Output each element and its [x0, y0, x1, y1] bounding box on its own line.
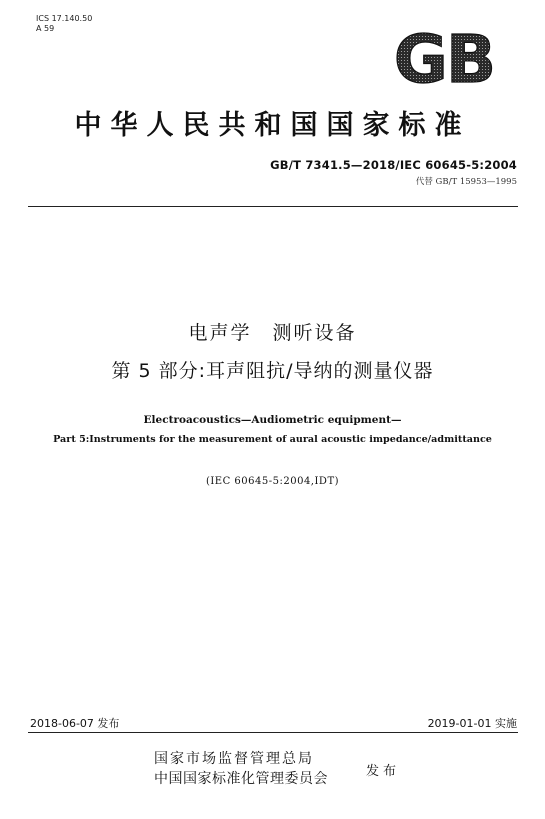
bottom-divider — [28, 732, 518, 733]
issue-date: 2018-06-07 发布 — [30, 717, 120, 730]
gb-logo — [370, 26, 518, 88]
standard-type-title: 中华人民共和国国家标准 — [74, 110, 471, 141]
replaces-note: 代替 GB/T 15953—1995 — [415, 177, 517, 187]
implementation-date: 2019-01-01 实施 — [427, 717, 517, 730]
gb-logo-text: GB — [393, 26, 495, 88]
ics-code: ICS 17.140.50 — [36, 14, 93, 23]
chinese-title-line-1: 电声学 测听设备 — [188, 322, 357, 344]
standard-number: GB/T 7341.5—2018/IEC 60645-5:2004 — [270, 158, 517, 172]
iec-equivalence: (IEC 60645-5:2004,IDT) — [205, 476, 340, 487]
issuer-samr: 国家市场监督管理总局 — [154, 751, 314, 767]
classification-codes — [36, 14, 92, 34]
chinese-title-line-2: 第 5 部分:耳声阻抗/导纳的测量仪器 — [111, 360, 434, 382]
english-title-line-1: Electroacoustics—Audiometric equipment— — [143, 414, 402, 426]
publish-label: 发布 — [366, 764, 401, 779]
english-title-line-2: Part 5:Instruments for the measurement of aural acoustic impedance/admittance — [53, 434, 492, 445]
issuer-sac: 中国国家标准化管理委员会 — [154, 771, 328, 787]
ccs-code: A 59 — [36, 24, 55, 33]
top-divider — [28, 206, 518, 207]
